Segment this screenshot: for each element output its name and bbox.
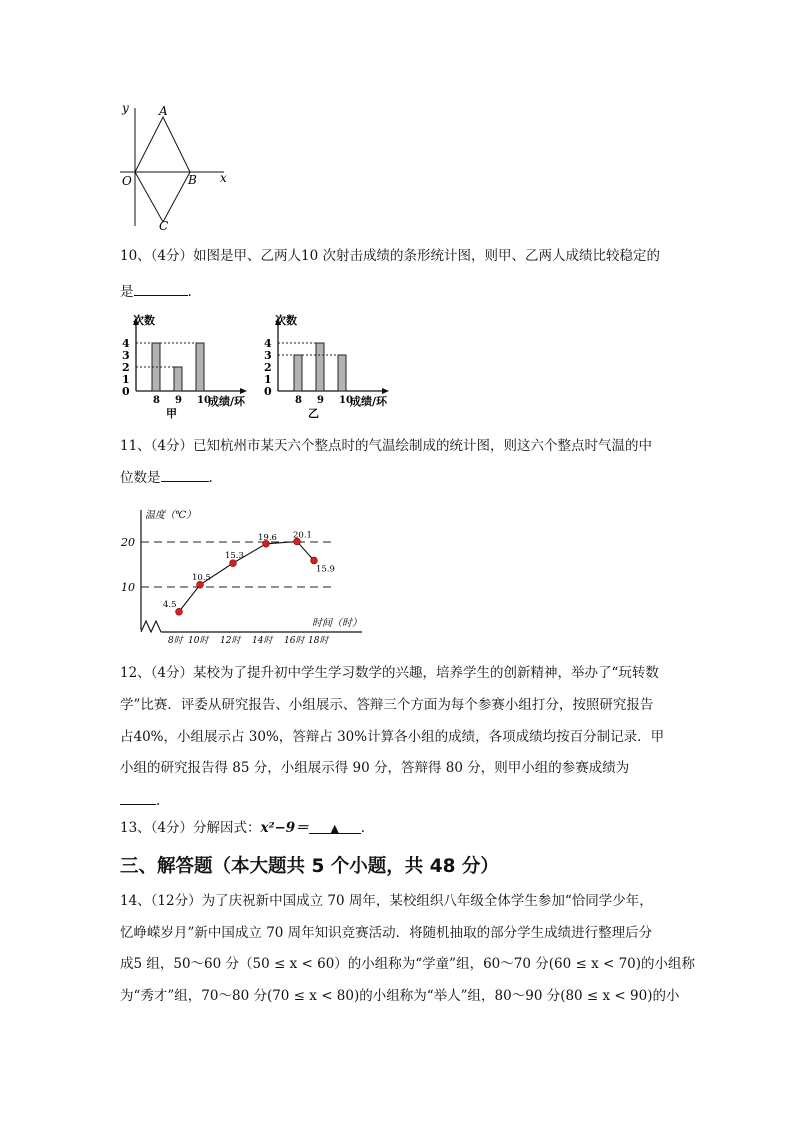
data-label: 15.3: [225, 551, 244, 562]
q11-answer-blank[interactable]: [161, 467, 209, 482]
x-tick-label: 12时: [220, 636, 241, 646]
y-tick-label: 0: [122, 385, 130, 398]
label-y: y: [122, 101, 129, 115]
x-tick-label: 10: [197, 395, 211, 406]
q12-line4: 小组的研究报告得 85 分，小组展示得 90 分，答辩得 80 分，则甲小组的参赛成绩为: [120, 760, 630, 776]
q12-line5: [120, 790, 160, 811]
bar: [174, 367, 182, 391]
label-b: B: [188, 173, 197, 187]
y-tick-label: 1: [264, 373, 272, 386]
x-tick-label: 9: [175, 395, 182, 406]
axis-break: [141, 621, 166, 632]
x-tick-label: 18时: [308, 636, 329, 646]
data-point: [176, 608, 183, 615]
rhombus-figure: [112, 98, 242, 233]
q12-line3: 占40%，小组展示占 30%，答辩占 30%计算各小组的成绩，各项成绩均按百分制记录．甲: [120, 729, 665, 745]
y-axis-label: 次数: [275, 314, 297, 327]
y-tick-label: 20: [121, 536, 135, 549]
data-label: 20.1: [293, 530, 312, 541]
x-tick-label: 10时: [188, 636, 209, 646]
q11-line1: 11、（4分）已知杭州市某天六个整点时的气温绘制成的统计图，则这六个整点时气温的中: [120, 438, 653, 454]
q10-answer-blank[interactable]: [134, 281, 188, 296]
x-tick-label: 14时: [252, 636, 273, 646]
data-point: [311, 557, 318, 564]
q13-line: [120, 818, 365, 838]
data-label: 4.5: [163, 599, 177, 610]
y-tick-label: 3: [122, 349, 130, 362]
q13-prefix: 13、（4分）分解因式：: [120, 820, 261, 836]
q10-line1: 10、（4分）如图是甲、乙两人10 次射击成绩的条形统计图，则甲、乙两人成绩比较稳定的: [120, 248, 660, 264]
y-axis-label: 次数: [133, 314, 155, 327]
q14-line4: 为“秀才”组，70～80 分(70 ≤ x < 80)的小组称为“举人”组，80～90 分(80 ≤ x < 90)的小: [120, 988, 680, 1004]
q12-answer-blank[interactable]: [120, 790, 156, 805]
y-tick-label: 3: [264, 349, 272, 362]
q13-answer-blank[interactable]: [309, 819, 361, 834]
x-axis-arrow: [240, 388, 247, 394]
q11-prefix: 位数是: [120, 470, 161, 486]
x-axis-arrow: [382, 388, 389, 394]
bar-chart-yi: [258, 312, 408, 420]
bar: [294, 355, 302, 391]
q11-line2: [120, 467, 213, 488]
x-axis-label: 成绩/环: [350, 395, 388, 408]
rhombus-shape: [135, 117, 190, 222]
q10-suffix: .: [187, 284, 192, 300]
q13-suffix: .: [360, 820, 365, 836]
label-a: A: [159, 104, 168, 118]
q10-prefix: 是: [120, 284, 134, 300]
x-axis-label: 成绩/环: [208, 395, 246, 408]
data-label: 15.9: [316, 564, 335, 575]
y-tick-label: 1: [122, 373, 130, 386]
y-tick-label: 2: [122, 361, 130, 374]
q13-expression: x²−9＝: [260, 820, 309, 836]
q14-line3: 成5 组，50～60 分（50 ≤ x < 60）的小组称为“学童”组，60～70 分(60 ≤ x < 70)的小组称: [120, 956, 696, 972]
triangle-icon: ▲: [330, 822, 339, 835]
bar: [196, 343, 204, 391]
data-label: 10.5: [192, 572, 211, 583]
y-tick-label: 4: [122, 337, 130, 350]
q14-line2: 忆峥嵘岁月”新中国成立 70 周年知识竞赛活动．将随机抽取的部分学生成绩进行整理后分: [120, 925, 653, 941]
bar: [316, 343, 324, 391]
x-tick-label: 10: [339, 395, 353, 406]
x-tick-label: 8: [153, 395, 160, 406]
q14-line1: 14、（12分）为了庆祝新中国成立 70 周年，某校组织八年级全体学生参加“恰同学少年，: [120, 893, 653, 909]
x-tick-label: 16时: [284, 636, 305, 646]
label-x: x: [220, 171, 227, 185]
y-tick-label: 2: [264, 361, 272, 374]
label-c: C: [159, 219, 169, 233]
chart-title: 甲: [166, 407, 177, 420]
y-tick-label: 4: [264, 337, 272, 350]
y-axis-label: 温度（℃）: [145, 510, 197, 521]
q12-line1: 12、（4分）某校为了提升初中学生学习数学的兴趣，培养学生的创新精神，举办了“玩转数: [120, 665, 659, 681]
q12-line2: 学”比赛．评委从研究报告、小组展示、答辩三个方面为每个参赛小组打分，按照研究报告: [120, 697, 654, 713]
y-tick-label: 10: [121, 581, 135, 594]
data-label: 19.6: [258, 532, 277, 543]
q12-suffix: .: [156, 793, 161, 809]
chart-title: 乙: [308, 407, 319, 420]
bar-chart-jia: [116, 312, 261, 420]
label-o: O: [122, 174, 132, 188]
bar: [338, 355, 346, 391]
y-tick-label: 0: [264, 385, 272, 398]
x-tick-label: 9: [317, 395, 324, 406]
x-tick-label: 8时: [168, 636, 183, 646]
x-axis-label: 时间（时）: [312, 618, 362, 629]
section-heading: 三、解答题（本大题共 5 个小题，共 48 分）: [120, 856, 499, 877]
q10-line2: [120, 281, 192, 302]
temperature-line-chart: [112, 505, 370, 647]
q11-suffix: .: [208, 470, 213, 486]
x-tick-label: 8: [295, 395, 302, 406]
